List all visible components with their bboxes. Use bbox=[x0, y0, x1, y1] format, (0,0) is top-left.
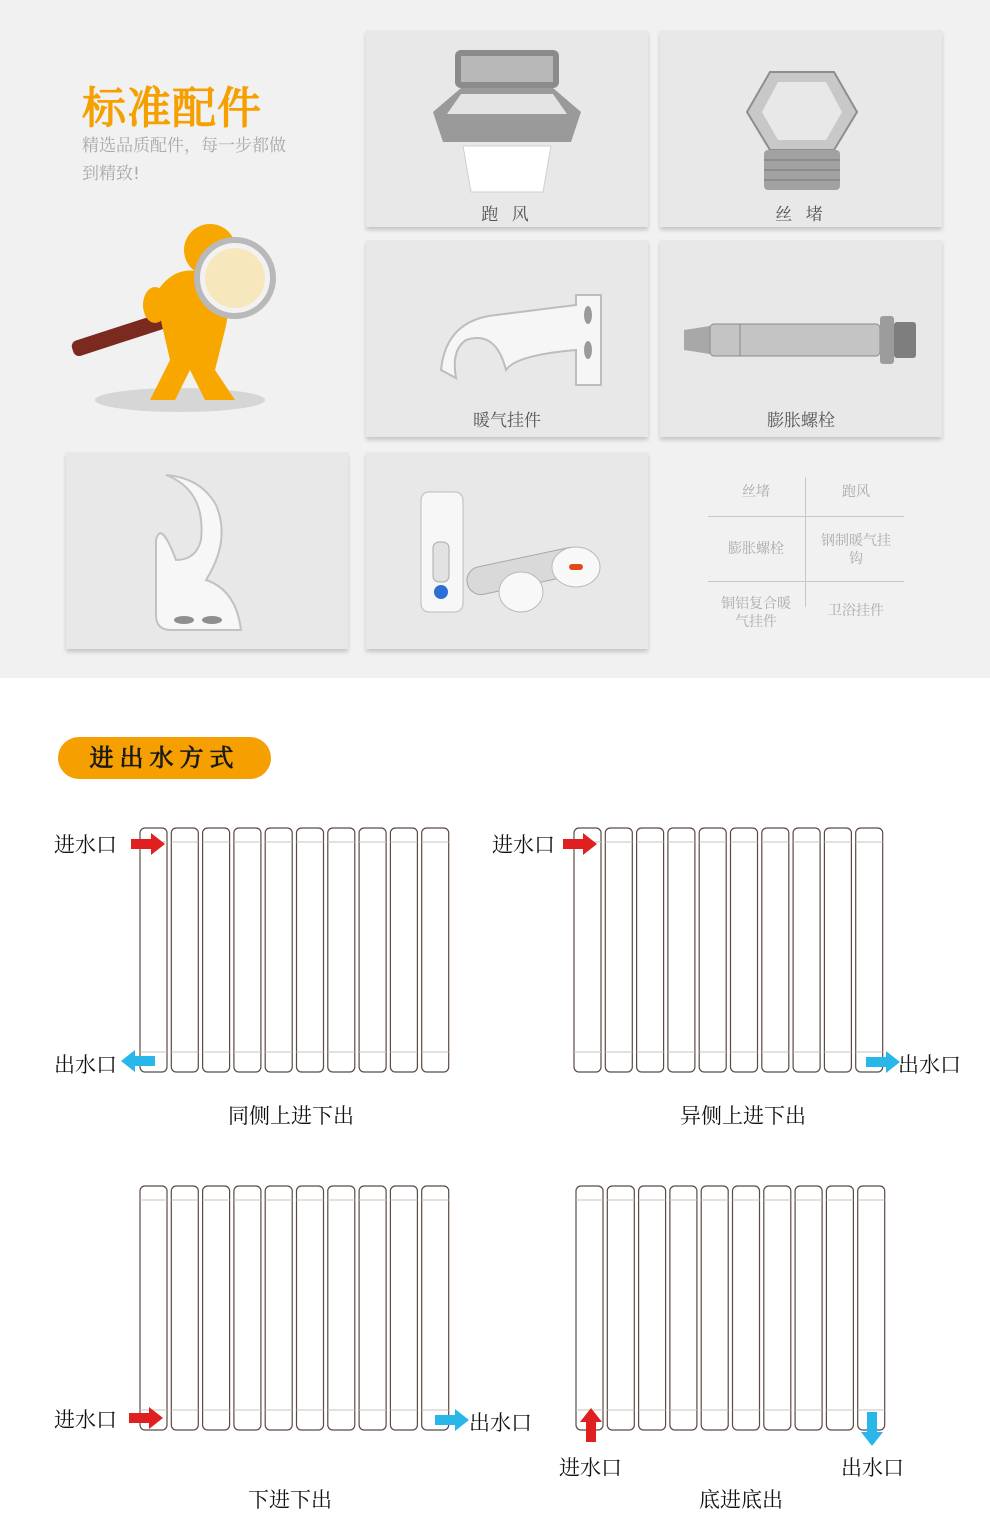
radiator-column bbox=[824, 828, 851, 1072]
radiator-column bbox=[140, 828, 167, 1072]
radiator-column bbox=[701, 1186, 728, 1430]
radiator-column bbox=[639, 1186, 666, 1430]
accessories-title: 标准配件 bbox=[82, 83, 262, 134]
inlet-label: 进水口 bbox=[559, 1456, 622, 1480]
radiator-column bbox=[795, 1186, 822, 1430]
water-connection-heading: 进出水方式 bbox=[58, 737, 271, 779]
card-air-valve-label: 跑 风 bbox=[481, 205, 533, 225]
radiator-column bbox=[297, 828, 324, 1072]
radiator-column bbox=[422, 1186, 449, 1430]
outlet-label: 出水口 bbox=[898, 1053, 961, 1077]
card-plug-label: 丝 堵 bbox=[775, 205, 827, 225]
radiator-column bbox=[359, 828, 386, 1072]
radiator-column bbox=[203, 828, 230, 1072]
card-radiator-hanger[interactable] bbox=[366, 240, 648, 437]
accessories-subtitle: 精选品质配件，每一步都做到精致! bbox=[82, 136, 286, 184]
radiator-column bbox=[328, 1186, 355, 1430]
radiator-diagram-same-side bbox=[138, 826, 458, 1076]
grid-cell: 铜铝复合暖气挂件 bbox=[721, 596, 791, 630]
radiator-column bbox=[265, 828, 292, 1072]
plug-icon bbox=[742, 60, 862, 195]
radiator-column bbox=[733, 1186, 760, 1430]
air-valve-icon bbox=[421, 42, 593, 207]
diagram-caption: 底进底出 bbox=[699, 1488, 783, 1512]
grid-cell: 跑风 bbox=[842, 484, 870, 500]
radiator-column bbox=[140, 1186, 167, 1430]
card-radiator-hanger-label: 暖气挂件 bbox=[473, 411, 541, 431]
outlet-label: 出水口 bbox=[54, 1053, 117, 1077]
grid-cell: 卫浴挂件 bbox=[828, 603, 884, 619]
radiator-column bbox=[265, 1186, 292, 1430]
inlet-arrow-icon bbox=[129, 1407, 163, 1429]
inlet-label: 进水口 bbox=[492, 833, 555, 857]
radiator-column bbox=[203, 1186, 230, 1430]
outlet-arrow-icon bbox=[866, 1051, 900, 1073]
grid-cell: 膨胀螺栓 bbox=[728, 541, 784, 557]
inlet-arrow-icon bbox=[580, 1408, 602, 1442]
radiator-column bbox=[637, 828, 664, 1072]
radiator-column bbox=[668, 828, 695, 1072]
radiator-column bbox=[297, 1186, 324, 1430]
diagram-caption: 异侧上进下出 bbox=[680, 1104, 806, 1128]
card-plug[interactable] bbox=[660, 30, 942, 227]
outlet-arrow-icon bbox=[861, 1412, 883, 1446]
radiator-column bbox=[359, 1186, 386, 1430]
radiator-column bbox=[328, 828, 355, 1072]
radiator-column bbox=[576, 1186, 603, 1430]
card-bracket-set[interactable] bbox=[366, 452, 648, 649]
radiator-diagram-opposite-side bbox=[572, 826, 892, 1076]
radiator-hanger-icon bbox=[436, 290, 606, 390]
outlet-arrow-icon bbox=[121, 1050, 155, 1072]
card-expansion-bolt-label: 膨胀螺栓 bbox=[767, 411, 835, 431]
inlet-label: 进水口 bbox=[54, 1408, 117, 1432]
radiator-column bbox=[826, 1186, 853, 1430]
inlet-label: 进水口 bbox=[54, 833, 117, 857]
radiator-column bbox=[422, 828, 449, 1072]
radiator-diagram-bottom-in-bottom-out bbox=[138, 1184, 458, 1434]
radiator-column bbox=[731, 828, 758, 1072]
radiator-column bbox=[764, 1186, 791, 1430]
bracket-set-icon bbox=[411, 482, 611, 622]
radiator-column bbox=[574, 828, 601, 1072]
radiator-column bbox=[234, 1186, 261, 1430]
radiator-column bbox=[699, 828, 726, 1072]
card-expansion-bolt[interactable] bbox=[660, 240, 942, 437]
radiator-column bbox=[234, 828, 261, 1072]
accessories-section bbox=[0, 0, 990, 678]
inlet-arrow-icon bbox=[131, 833, 165, 855]
radiator-column bbox=[793, 828, 820, 1072]
card-hook[interactable] bbox=[66, 452, 348, 649]
radiator-column bbox=[762, 828, 789, 1072]
outlet-label: 出水口 bbox=[841, 1456, 904, 1480]
grid-divider bbox=[708, 581, 904, 582]
accessory-names-grid bbox=[708, 477, 904, 645]
radiator-column bbox=[607, 1186, 634, 1430]
outlet-arrow-icon bbox=[435, 1409, 469, 1431]
grid-divider bbox=[805, 477, 806, 607]
grid-cell: 丝堵 bbox=[742, 484, 770, 500]
diagram-caption: 下进下出 bbox=[248, 1488, 332, 1512]
bathroom-hook-icon bbox=[146, 470, 266, 635]
radiator-column bbox=[670, 1186, 697, 1430]
radiator-column bbox=[605, 828, 632, 1072]
radiator-column bbox=[856, 828, 883, 1072]
grid-divider bbox=[708, 516, 904, 517]
radiator-diagram-underside bbox=[574, 1184, 894, 1434]
expansion-bolt-icon bbox=[680, 310, 925, 370]
inlet-arrow-icon bbox=[563, 833, 597, 855]
radiator-column bbox=[171, 1186, 198, 1430]
diagram-caption: 同侧上进下出 bbox=[228, 1104, 354, 1128]
radiator-column bbox=[390, 1186, 417, 1430]
mascot-magnifier-icon bbox=[60, 200, 290, 420]
grid-cell: 钢制暖气挂钩 bbox=[821, 533, 891, 567]
radiator-column bbox=[171, 828, 198, 1072]
radiator-column bbox=[390, 828, 417, 1072]
card-air-valve[interactable] bbox=[366, 30, 648, 227]
outlet-label: 出水口 bbox=[469, 1411, 532, 1435]
radiator-column bbox=[858, 1186, 885, 1430]
